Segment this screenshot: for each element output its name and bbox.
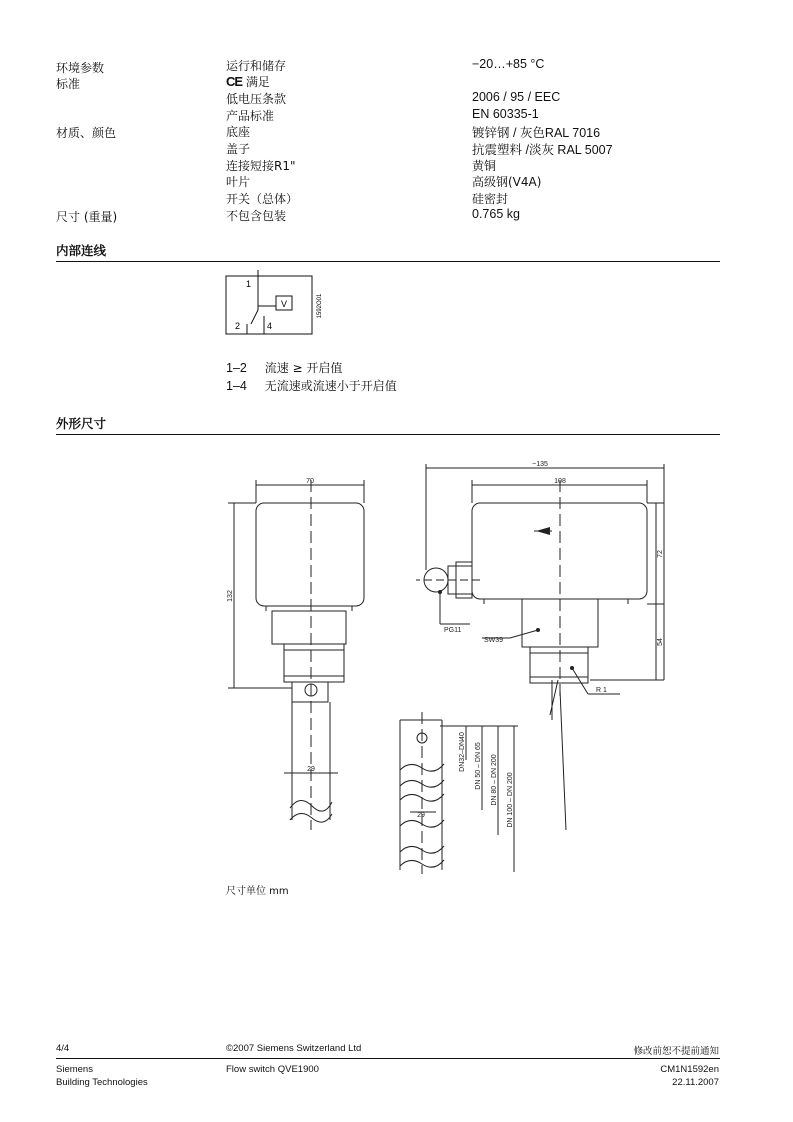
- wiring-diagram: [220, 270, 330, 340]
- spec-item: 叶片: [226, 175, 251, 189]
- spec-item: 底座: [226, 125, 251, 139]
- dim-label: 29: [307, 766, 315, 773]
- legend-item: 1–2 流速 ≥ 开启值: [226, 361, 343, 375]
- dim-label: DN 100 – DN 200: [507, 772, 514, 828]
- spec-item: 低电压条款: [226, 92, 287, 106]
- wiring-symbol: V: [280, 299, 288, 309]
- document-id: CM1N1592en: [660, 1064, 719, 1075]
- product-name: Flow switch QVE1900: [226, 1064, 319, 1075]
- dim-label: SW39: [484, 637, 504, 644]
- change-notice: 修改前恕不提前通知: [633, 1046, 719, 1057]
- spec-label: 尺寸 (重量): [56, 210, 118, 224]
- spec-value: 黄铜: [472, 159, 497, 173]
- spec-value: 硅密封: [472, 192, 509, 206]
- spec-value: 抗震塑料 /淡灰 RAL 5007: [472, 143, 613, 157]
- spec-value: 高级钢(V4A): [472, 175, 542, 189]
- spec-value: 0.765 kg: [472, 207, 520, 221]
- dim-label: 29: [417, 812, 425, 819]
- legend-item: 1–4 无流速或流速小于开启值: [226, 379, 397, 393]
- spec-item: 连接短接R1": [226, 159, 296, 173]
- section-title-wiring: 内部连线: [56, 243, 107, 258]
- company: Siemens: [56, 1064, 93, 1075]
- section-title-dimensions: 外形尺寸: [56, 416, 107, 431]
- dim-label: DN 50 – DN 65: [475, 742, 482, 790]
- dim-label: 70: [306, 478, 314, 485]
- dim-label: PG11: [444, 627, 462, 634]
- dim-label: ~135: [532, 461, 548, 468]
- dim-label: 54: [657, 638, 664, 646]
- spec-item: 产品标准: [226, 109, 275, 123]
- spec-item: 运行和储存: [226, 59, 287, 73]
- terminal-label: 2: [235, 321, 241, 331]
- dim-label: 132: [227, 590, 234, 602]
- footer-rule: [56, 1058, 720, 1059]
- spec-item: 开关（总体）: [226, 192, 299, 206]
- terminal-label: 4: [267, 321, 273, 331]
- spec-label: 环境参数: [56, 61, 105, 75]
- ce-mark-icon: CE: [226, 74, 243, 89]
- dim-label: R 1: [596, 687, 607, 694]
- document-date: 22.11.2007: [672, 1077, 719, 1088]
- dim-label: 72: [657, 550, 664, 558]
- dim-label: DN 80 – DN 200: [491, 754, 498, 806]
- spec-label: 材质、颜色: [56, 126, 117, 140]
- copyright: ©2007 Siemens Switzerland Ltd: [226, 1043, 362, 1054]
- spec-item: 不包含包装: [226, 209, 287, 223]
- division: Building Technologies: [56, 1077, 148, 1088]
- section-rule: [56, 261, 720, 262]
- spec-value: 镀锌钢 / 灰色RAL 7016: [472, 126, 601, 140]
- spec-label: 标准: [56, 77, 81, 91]
- page-number: 4/4: [56, 1043, 70, 1054]
- spec-item: 盖子: [226, 142, 251, 156]
- terminal-label: 1: [246, 279, 252, 289]
- dimension-drawing: [0, 440, 793, 880]
- section-rule: [56, 434, 720, 435]
- dim-label: DN32–DN40: [459, 732, 466, 772]
- dim-label: 108: [554, 478, 566, 485]
- spec-value: 2006 / 95 / EEC: [472, 90, 561, 104]
- diagram-code: 1592O01: [317, 293, 323, 319]
- unit-note: 尺寸单位 mm: [226, 886, 289, 897]
- spec-value: EN 60335-1: [472, 107, 539, 121]
- spec-item: CE 满足: [226, 74, 270, 89]
- spec-value: −20…+85 °C: [472, 57, 545, 71]
